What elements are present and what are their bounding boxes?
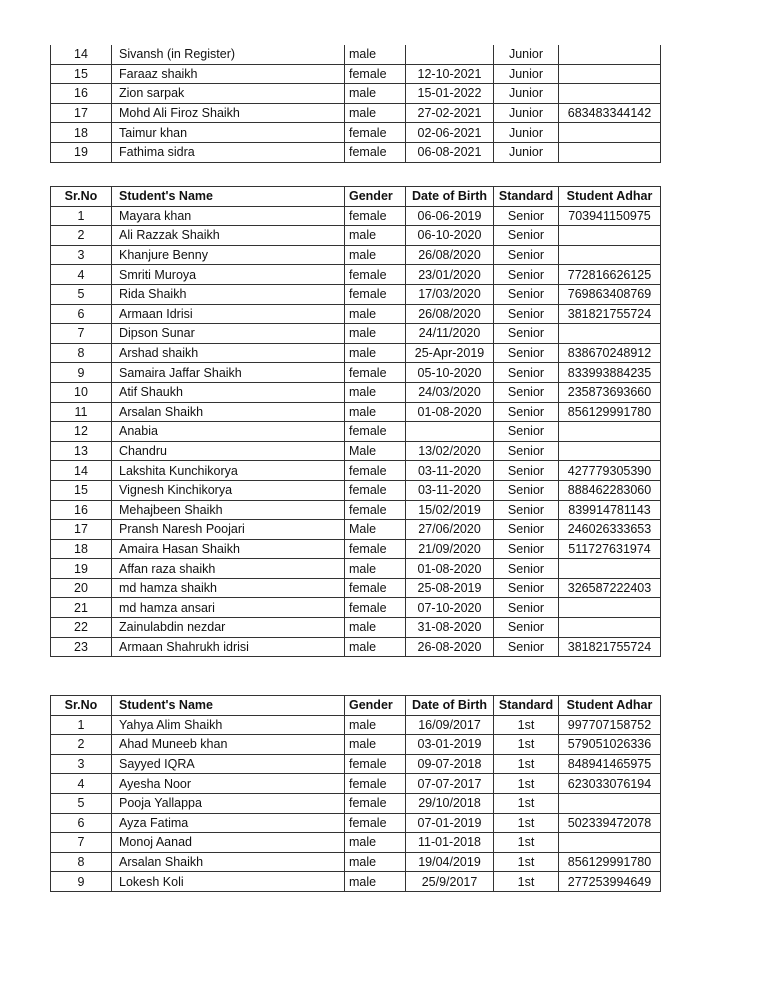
cell-date-of-birth: 25-Apr-2019 — [406, 343, 494, 363]
cell-sr-no: 16 — [51, 500, 112, 520]
cell-student-adhar: 833993884235 — [559, 363, 661, 383]
table-row — [51, 461, 661, 481]
table-row — [51, 539, 661, 559]
cell-student-name: Lakshita Kunchikorya — [112, 461, 345, 481]
table-row — [51, 735, 661, 755]
cell-standard: Senior — [494, 422, 559, 442]
cell-student-adhar — [559, 84, 661, 104]
header-sr-no: Sr.No — [51, 187, 112, 207]
cell-sr-no: 15 — [51, 64, 112, 84]
cell-student-adhar: 703941150975 — [559, 206, 661, 226]
table-body — [51, 45, 661, 162]
cell-date-of-birth: 25/9/2017 — [406, 872, 494, 892]
table-row — [51, 793, 661, 813]
table-row — [51, 284, 661, 304]
cell-date-of-birth: 29/10/2018 — [406, 793, 494, 813]
table-row — [51, 441, 661, 461]
cell-date-of-birth: 02-06-2021 — [406, 123, 494, 143]
cell-student-name: Taimur khan — [112, 123, 345, 143]
table-row — [51, 245, 661, 265]
cell-gender: female — [345, 500, 406, 520]
table-row — [51, 363, 661, 383]
cell-student-name: md hamza ansari — [112, 598, 345, 618]
cell-student-adhar — [559, 64, 661, 84]
cell-gender: male — [345, 45, 406, 64]
cell-sr-no: 1 — [51, 206, 112, 226]
table-row — [51, 637, 661, 657]
cell-student-adhar: 997707158752 — [559, 715, 661, 735]
header-date-of-birth: Date of Birth — [406, 187, 494, 207]
cell-standard: 1st — [494, 715, 559, 735]
cell-standard: Senior — [494, 226, 559, 246]
cell-standard: Senior — [494, 402, 559, 422]
table-row — [51, 833, 661, 853]
table-row — [51, 206, 661, 226]
cell-standard: Senior — [494, 539, 559, 559]
cell-student-adhar — [559, 833, 661, 853]
cell-standard: Senior — [494, 441, 559, 461]
cell-date-of-birth: 06-08-2021 — [406, 142, 494, 162]
cell-student-adhar — [559, 422, 661, 442]
cell-standard: Senior — [494, 480, 559, 500]
table-row — [51, 520, 661, 540]
cell-sr-no: 3 — [51, 754, 112, 774]
cell-sr-no: 7 — [51, 324, 112, 344]
cell-date-of-birth: 25-08-2019 — [406, 578, 494, 598]
cell-date-of-birth: 13/02/2020 — [406, 441, 494, 461]
cell-date-of-birth: 23/01/2020 — [406, 265, 494, 285]
cell-gender: male — [345, 637, 406, 657]
table-row — [51, 618, 661, 638]
cell-student-name: Dipson Sunar — [112, 324, 345, 344]
table-row — [51, 500, 661, 520]
cell-gender: female — [345, 774, 406, 794]
cell-student-adhar — [559, 559, 661, 579]
cell-gender: male — [345, 872, 406, 892]
cell-date-of-birth: 16/09/2017 — [406, 715, 494, 735]
cell-gender: female — [345, 598, 406, 618]
cell-standard: Junior — [494, 45, 559, 64]
cell-student-name: Ahad Muneeb khan — [112, 735, 345, 755]
cell-date-of-birth — [406, 422, 494, 442]
cell-standard: 1st — [494, 774, 559, 794]
cell-standard: Senior — [494, 343, 559, 363]
cell-standard: Senior — [494, 324, 559, 344]
cell-gender: male — [345, 226, 406, 246]
header-gender: Gender — [345, 187, 406, 207]
cell-sr-no: 5 — [51, 284, 112, 304]
cell-student-adhar — [559, 45, 661, 64]
cell-sr-no: 22 — [51, 618, 112, 638]
cell-sr-no: 21 — [51, 598, 112, 618]
cell-standard: 1st — [494, 833, 559, 853]
cell-standard: Junior — [494, 142, 559, 162]
cell-student-adhar: 277253994649 — [559, 872, 661, 892]
cell-date-of-birth: 26/08/2020 — [406, 304, 494, 324]
cell-sr-no: 20 — [51, 578, 112, 598]
cell-gender: male — [345, 618, 406, 638]
header-standard: Standard — [494, 187, 559, 207]
cell-student-name: Pooja Yallappa — [112, 793, 345, 813]
cell-standard: 1st — [494, 793, 559, 813]
cell-standard: Senior — [494, 245, 559, 265]
cell-sr-no: 12 — [51, 422, 112, 442]
cell-student-name: Vignesh Kinchikorya — [112, 480, 345, 500]
cell-gender: male — [345, 343, 406, 363]
cell-standard: 1st — [494, 852, 559, 872]
table-row — [51, 45, 661, 64]
header-sr-no: Sr.No — [51, 696, 112, 716]
cell-student-name: Armaan Idrisi — [112, 304, 345, 324]
cell-standard: Senior — [494, 598, 559, 618]
senior-students-table — [50, 186, 661, 657]
table-row — [51, 64, 661, 84]
table-row — [51, 754, 661, 774]
table-row — [51, 382, 661, 402]
cell-date-of-birth: 01-08-2020 — [406, 559, 494, 579]
cell-gender: female — [345, 461, 406, 481]
table-row — [51, 598, 661, 618]
cell-sr-no: 15 — [51, 480, 112, 500]
cell-student-name: Ayesha Noor — [112, 774, 345, 794]
cell-gender: female — [345, 813, 406, 833]
cell-date-of-birth: 27/06/2020 — [406, 520, 494, 540]
cell-date-of-birth: 06-10-2020 — [406, 226, 494, 246]
table-row — [51, 142, 661, 162]
cell-student-name: Sivansh (in Register) — [112, 45, 345, 64]
table-body — [51, 715, 661, 891]
cell-standard: Senior — [494, 461, 559, 481]
cell-standard: 1st — [494, 735, 559, 755]
header-student-adhar: Student Adhar — [559, 187, 661, 207]
table-row — [51, 103, 661, 123]
cell-student-name: Fathima sidra — [112, 142, 345, 162]
table-row — [51, 123, 661, 143]
cell-date-of-birth: 03-11-2020 — [406, 461, 494, 481]
cell-student-name: Mohd Ali Firoz Shaikh — [112, 103, 345, 123]
cell-standard: 1st — [494, 754, 559, 774]
cell-student-adhar: 381821755724 — [559, 304, 661, 324]
cell-date-of-birth: 17/03/2020 — [406, 284, 494, 304]
cell-gender: male — [345, 245, 406, 265]
cell-gender: male — [345, 402, 406, 422]
cell-student-adhar: 683483344142 — [559, 103, 661, 123]
cell-gender: female — [345, 123, 406, 143]
cell-date-of-birth: 06-06-2019 — [406, 206, 494, 226]
cell-gender: female — [345, 363, 406, 383]
cell-gender: female — [345, 793, 406, 813]
cell-date-of-birth: 26-08-2020 — [406, 637, 494, 657]
table-row — [51, 480, 661, 500]
cell-student-name: Smriti Muroya — [112, 265, 345, 285]
cell-gender: female — [345, 142, 406, 162]
cell-student-name: Yahya Alim Shaikh — [112, 715, 345, 735]
cell-sr-no: 9 — [51, 872, 112, 892]
cell-sr-no: 13 — [51, 441, 112, 461]
cell-sr-no: 11 — [51, 402, 112, 422]
cell-student-name: Zion sarpak — [112, 84, 345, 104]
table-row — [51, 402, 661, 422]
header-row — [51, 187, 661, 207]
cell-student-name: Mehajbeen Shaikh — [112, 500, 345, 520]
cell-gender: male — [345, 833, 406, 853]
cell-student-adhar — [559, 598, 661, 618]
cell-standard: Senior — [494, 382, 559, 402]
cell-gender: female — [345, 265, 406, 285]
cell-student-adhar: 381821755724 — [559, 637, 661, 657]
header-row — [51, 696, 661, 716]
table-body — [51, 206, 661, 657]
table-row — [51, 84, 661, 104]
header-student-name: Student's Name — [112, 696, 345, 716]
cell-sr-no: 2 — [51, 735, 112, 755]
cell-standard: Junior — [494, 123, 559, 143]
cell-date-of-birth: 24/11/2020 — [406, 324, 494, 344]
cell-date-of-birth: 15-01-2022 — [406, 84, 494, 104]
cell-student-adhar: 856129991780 — [559, 852, 661, 872]
cell-student-name: Faraaz shaikh — [112, 64, 345, 84]
cell-student-name: md hamza shaikh — [112, 578, 345, 598]
cell-date-of-birth: 15/02/2019 — [406, 500, 494, 520]
cell-student-name: Zainulabdin nezdar — [112, 618, 345, 638]
cell-standard: Senior — [494, 559, 559, 579]
cell-student-adhar — [559, 226, 661, 246]
cell-student-name: Arshad shaikh — [112, 343, 345, 363]
cell-student-name: Anabia — [112, 422, 345, 442]
cell-student-adhar: 623033076194 — [559, 774, 661, 794]
cell-student-adhar — [559, 142, 661, 162]
table-row — [51, 226, 661, 246]
cell-standard: Senior — [494, 500, 559, 520]
header-student-adhar: Student Adhar — [559, 696, 661, 716]
cell-gender: female — [345, 480, 406, 500]
cell-standard: Senior — [494, 578, 559, 598]
cell-gender: male — [345, 84, 406, 104]
cell-date-of-birth: 07-10-2020 — [406, 598, 494, 618]
cell-sr-no: 4 — [51, 774, 112, 794]
cell-date-of-birth: 31-08-2020 — [406, 618, 494, 638]
cell-date-of-birth — [406, 45, 494, 64]
table-row — [51, 343, 661, 363]
cell-date-of-birth: 19/04/2019 — [406, 852, 494, 872]
cell-sr-no: 2 — [51, 226, 112, 246]
cell-student-name: Monoj Aanad — [112, 833, 345, 853]
cell-student-adhar: 235873693660 — [559, 382, 661, 402]
cell-gender: female — [345, 578, 406, 598]
cell-sr-no: 18 — [51, 123, 112, 143]
cell-gender: male — [345, 382, 406, 402]
cell-sr-no: 19 — [51, 559, 112, 579]
cell-student-name: Ayza Fatima — [112, 813, 345, 833]
cell-standard: Junior — [494, 84, 559, 104]
cell-gender: female — [345, 206, 406, 226]
cell-student-adhar — [559, 324, 661, 344]
cell-date-of-birth: 09-07-2018 — [406, 754, 494, 774]
cell-standard: Senior — [494, 618, 559, 638]
cell-gender: male — [345, 103, 406, 123]
cell-student-name: Atif Shaukh — [112, 382, 345, 402]
cell-student-adhar: 579051026336 — [559, 735, 661, 755]
cell-gender: male — [345, 735, 406, 755]
cell-sr-no: 17 — [51, 520, 112, 540]
table-row — [51, 715, 661, 735]
cell-sr-no: 14 — [51, 461, 112, 481]
cell-sr-no: 7 — [51, 833, 112, 853]
cell-date-of-birth: 26/08/2020 — [406, 245, 494, 265]
cell-standard: Senior — [494, 520, 559, 540]
cell-student-adhar: 769863408769 — [559, 284, 661, 304]
cell-sr-no: 9 — [51, 363, 112, 383]
table-row — [51, 265, 661, 285]
cell-student-adhar — [559, 441, 661, 461]
cell-sr-no: 23 — [51, 637, 112, 657]
cell-date-of-birth: 01-08-2020 — [406, 402, 494, 422]
cell-date-of-birth: 21/09/2020 — [406, 539, 494, 559]
cell-gender: male — [345, 324, 406, 344]
cell-sr-no: 3 — [51, 245, 112, 265]
cell-student-name: Amaira Hasan Shaikh — [112, 539, 345, 559]
cell-student-adhar — [559, 123, 661, 143]
cell-student-adhar: 502339472078 — [559, 813, 661, 833]
cell-gender: female — [345, 422, 406, 442]
cell-student-name: Samaira Jaffar Shaikh — [112, 363, 345, 383]
table-row — [51, 578, 661, 598]
cell-sr-no: 8 — [51, 343, 112, 363]
cell-date-of-birth: 07-01-2019 — [406, 813, 494, 833]
cell-standard: 1st — [494, 872, 559, 892]
cell-standard: Senior — [494, 304, 559, 324]
cell-standard: Junior — [494, 103, 559, 123]
table-header — [51, 696, 661, 716]
cell-student-adhar — [559, 245, 661, 265]
cell-student-adhar — [559, 793, 661, 813]
cell-student-adhar: 326587222403 — [559, 578, 661, 598]
cell-student-adhar: 246026333653 — [559, 520, 661, 540]
cell-sr-no: 14 — [51, 45, 112, 64]
cell-student-name: Ali Razzak Shaikh — [112, 226, 345, 246]
first-standard-students-table — [50, 695, 661, 892]
cell-student-name: Arsalan Shaikh — [112, 852, 345, 872]
table-row — [51, 324, 661, 344]
table-row — [51, 774, 661, 794]
cell-student-adhar: 888462283060 — [559, 480, 661, 500]
cell-gender: female — [345, 64, 406, 84]
cell-sr-no: 18 — [51, 539, 112, 559]
table-row — [51, 304, 661, 324]
table-row — [51, 852, 661, 872]
cell-standard: Senior — [494, 265, 559, 285]
cell-student-adhar: 427779305390 — [559, 461, 661, 481]
cell-standard: Senior — [494, 363, 559, 383]
header-student-name: Student's Name — [112, 187, 345, 207]
cell-standard: Junior — [494, 64, 559, 84]
header-gender: Gender — [345, 696, 406, 716]
cell-student-adhar — [559, 618, 661, 638]
cell-sr-no: 6 — [51, 813, 112, 833]
cell-sr-no: 1 — [51, 715, 112, 735]
cell-student-adhar: 511727631974 — [559, 539, 661, 559]
cell-standard: Senior — [494, 284, 559, 304]
cell-sr-no: 4 — [51, 265, 112, 285]
cell-student-name: Pransh Naresh Poojari — [112, 520, 345, 540]
cell-sr-no: 19 — [51, 142, 112, 162]
cell-gender: Male — [345, 441, 406, 461]
cell-sr-no: 10 — [51, 382, 112, 402]
cell-gender: female — [345, 539, 406, 559]
cell-date-of-birth: 12-10-2021 — [406, 64, 494, 84]
header-date-of-birth: Date of Birth — [406, 696, 494, 716]
cell-sr-no: 6 — [51, 304, 112, 324]
cell-student-name: Chandru — [112, 441, 345, 461]
table-row — [51, 872, 661, 892]
cell-date-of-birth: 27-02-2021 — [406, 103, 494, 123]
cell-student-name: Khanjure Benny — [112, 245, 345, 265]
table-row — [51, 422, 661, 442]
cell-student-name: Arsalan Shaikh — [112, 402, 345, 422]
cell-gender: female — [345, 284, 406, 304]
cell-student-name: Mayara khan — [112, 206, 345, 226]
cell-sr-no: 8 — [51, 852, 112, 872]
table-row — [51, 813, 661, 833]
junior-students-table — [50, 45, 661, 163]
cell-gender: male — [345, 304, 406, 324]
cell-student-name: Armaan Shahrukh idrisi — [112, 637, 345, 657]
cell-gender: female — [345, 754, 406, 774]
cell-standard: Senior — [494, 206, 559, 226]
cell-sr-no: 17 — [51, 103, 112, 123]
cell-date-of-birth: 03-01-2019 — [406, 735, 494, 755]
cell-standard: 1st — [494, 813, 559, 833]
cell-date-of-birth: 05-10-2020 — [406, 363, 494, 383]
cell-standard: Senior — [494, 637, 559, 657]
header-standard: Standard — [494, 696, 559, 716]
cell-student-adhar: 838670248912 — [559, 343, 661, 363]
cell-gender: male — [345, 852, 406, 872]
cell-gender: Male — [345, 520, 406, 540]
cell-gender: male — [345, 559, 406, 579]
cell-date-of-birth: 03-11-2020 — [406, 480, 494, 500]
table-row — [51, 559, 661, 579]
cell-student-name: Rida Shaikh — [112, 284, 345, 304]
cell-student-name: Sayyed IQRA — [112, 754, 345, 774]
cell-sr-no: 16 — [51, 84, 112, 104]
table-header — [51, 187, 661, 207]
cell-student-adhar: 839914781143 — [559, 500, 661, 520]
cell-student-adhar: 856129991780 — [559, 402, 661, 422]
cell-student-adhar: 772816626125 — [559, 265, 661, 285]
cell-student-name: Affan raza shaikh — [112, 559, 345, 579]
cell-date-of-birth: 11-01-2018 — [406, 833, 494, 853]
cell-sr-no: 5 — [51, 793, 112, 813]
cell-student-adhar: 848941465975 — [559, 754, 661, 774]
cell-date-of-birth: 24/03/2020 — [406, 382, 494, 402]
cell-gender: male — [345, 715, 406, 735]
cell-student-name: Lokesh Koli — [112, 872, 345, 892]
cell-date-of-birth: 07-07-2017 — [406, 774, 494, 794]
